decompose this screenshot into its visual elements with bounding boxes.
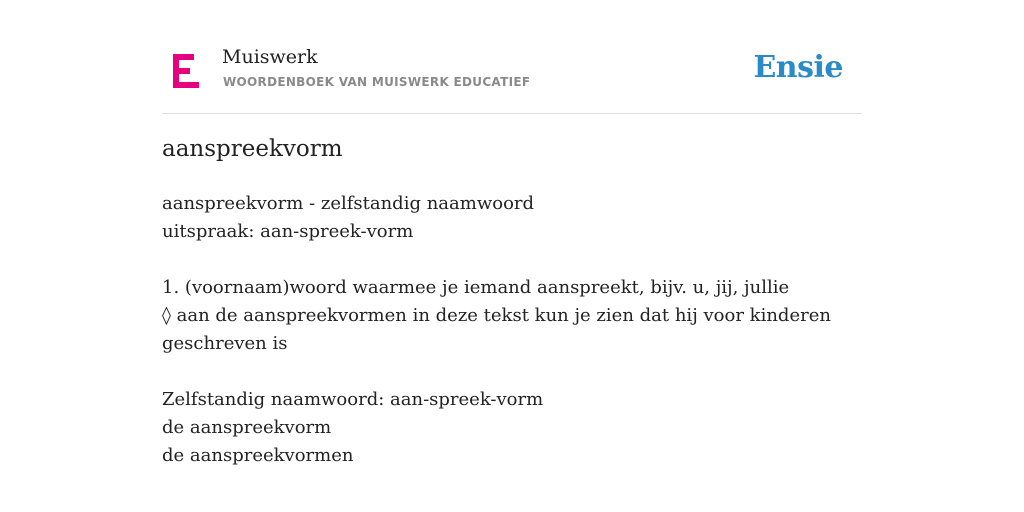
entry-singular: de aanspreekvorm <box>162 417 332 438</box>
entry-pronunciation: uitspraak: aan-spreek-vorm <box>162 221 414 242</box>
entry-example-line-2: geschreven is <box>162 333 288 354</box>
entry-example-line-1: ◊ aan de aanspreekvormen in deze tekst kun je zien dat hij voor kinderen <box>162 305 831 326</box>
entry-content <box>162 190 862 470</box>
entry-title: aanspreekvorm <box>162 136 343 162</box>
site-subtitle: WOORDENBOEK VAN MUISWERK EDUCATIEF <box>223 75 531 89</box>
muiswerk-logo-icon[interactable] <box>173 54 199 88</box>
entry-part-of-speech: aanspreekvorm - zelfstandig naamwoord <box>162 193 535 214</box>
site-header <box>162 40 862 114</box>
entry-definition: 1. (voornaam)woord waarmee je iemand aanspreekt, bijv. u, jij, jullie <box>162 277 790 298</box>
ensie-brand-link[interactable]: Ensie <box>753 50 843 85</box>
logo-bar-vertical <box>173 54 179 88</box>
entry-plural: de aanspreekvormen <box>162 445 354 466</box>
blank-line <box>162 358 862 386</box>
blank-line <box>162 246 862 274</box>
site-name-link[interactable]: Muiswerk <box>222 46 318 68</box>
entry-grammar-heading: Zelfstandig naamwoord: aan-spreek-vorm <box>162 389 544 410</box>
